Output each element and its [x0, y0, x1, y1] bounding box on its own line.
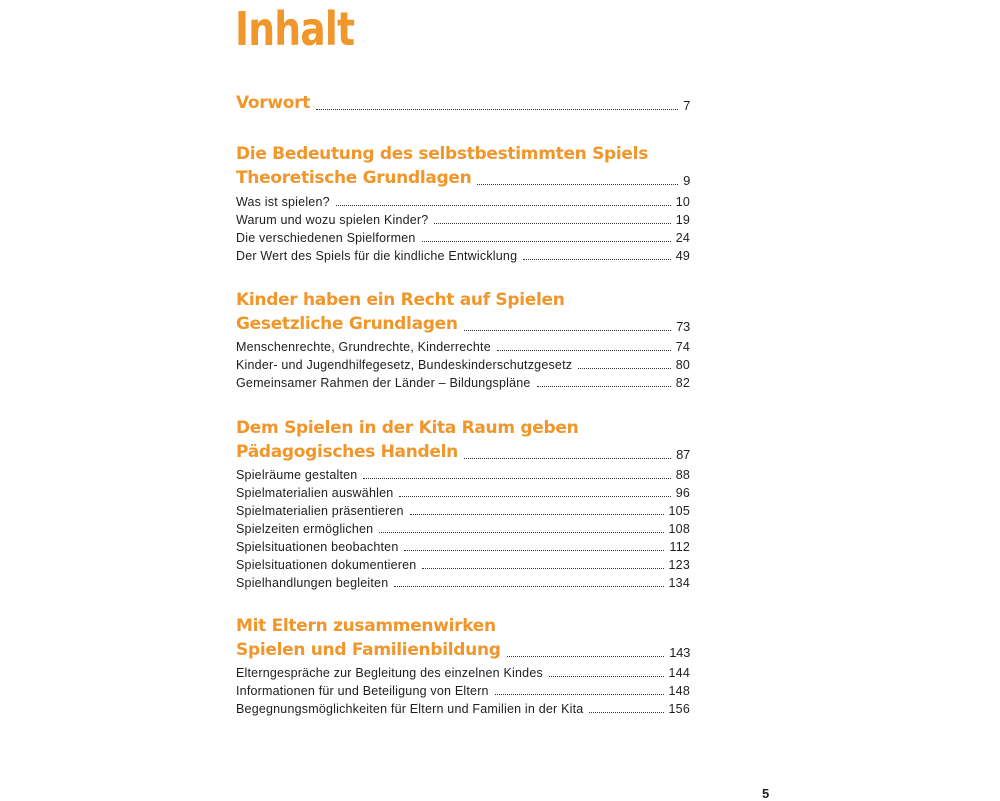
page-number: 5 [762, 786, 770, 801]
toc-entry[interactable] [236, 358, 690, 372]
toc-entry-page: 112 [669, 540, 690, 554]
toc-entry-page: 80 [675, 358, 690, 372]
dot-leader [497, 348, 671, 351]
toc-entry[interactable] [236, 340, 690, 354]
chapter-page: 87 [676, 447, 690, 462]
toc-entry-page: 148 [668, 684, 690, 698]
chapter-subtitle-entry[interactable] [236, 314, 690, 334]
toc-entry-label: Spielräume gestalten [236, 468, 358, 482]
dot-leader [464, 328, 671, 331]
toc-entry-page: 10 [675, 195, 690, 209]
chapter-subtitle: Spielen und Familienbildung [236, 640, 501, 660]
chapter-subtitle: Theoretische Grundlagen [236, 168, 472, 188]
toc-entry-page: 82 [675, 376, 690, 390]
dot-leader [363, 476, 670, 479]
toc-entry-page: 144 [668, 666, 690, 680]
toc-entry-page: 49 [675, 249, 690, 263]
toc-entry-page: 24 [675, 231, 690, 245]
toc-entry[interactable] [236, 576, 690, 590]
toc-entry-label: Die verschiedenen Spielformen [236, 231, 416, 245]
toc-entry-page: 156 [668, 702, 690, 716]
toc-entry-label: Spielmaterialien präsentieren [236, 504, 404, 518]
toc-entry-label: Vorwort [236, 93, 311, 113]
toc-entry-page: 134 [668, 576, 690, 590]
dot-leader [422, 239, 671, 242]
chapter-subtitle: Pädagogisches Handeln [236, 442, 458, 462]
toc-entry-label: Der Wert des Spiels für die kindliche Entwicklung [236, 249, 518, 263]
toc-entry[interactable] [236, 558, 690, 572]
chapter-page: 143 [669, 645, 690, 660]
toc-entry-page: 108 [668, 522, 690, 536]
toc-entry[interactable] [236, 666, 690, 680]
chapter-title: Die Bedeutung des selbstbestimmten Spiels [236, 144, 649, 164]
toc-entry[interactable] [236, 231, 690, 245]
toc-entry[interactable] [236, 468, 690, 482]
dot-leader [578, 366, 670, 369]
dot-leader [495, 692, 664, 695]
dot-leader [589, 710, 663, 713]
dot-leader [434, 221, 670, 224]
chapter-subtitle-entry[interactable] [236, 640, 690, 660]
toc-entry-label: Begegnungsmöglichkeiten für Eltern und Familien in der Kita [236, 702, 584, 716]
chapter-subtitle: Gesetzliche Grundlagen [236, 314, 458, 334]
toc-entry-label: Kinder- und Jugendhilfegesetz, Bundeskinderschutzgesetz [236, 358, 573, 372]
toc-entry[interactable] [236, 522, 690, 536]
toc-entry-label: Informationen für und Beteiligung von Eltern [236, 684, 489, 698]
toc-entry-label: Spielmaterialien auswählen [236, 486, 394, 500]
toc-entry[interactable] [236, 195, 690, 209]
chapter-subtitle-entry[interactable] [236, 442, 690, 462]
chapter-page: 9 [683, 173, 690, 188]
chapter-page: 73 [676, 319, 690, 334]
toc-entry[interactable] [236, 249, 690, 263]
toc-entry[interactable] [236, 486, 690, 500]
toc-entry-page: 123 [668, 558, 690, 572]
toc-entry[interactable] [236, 702, 690, 716]
toc-entry-vorwort[interactable] [236, 93, 690, 113]
chapter-subtitle-entry[interactable] [236, 168, 690, 188]
toc-entry-page: 7 [683, 98, 690, 113]
toc-entry-label: Elterngespräche zur Begleitung des einzelnen Kindes [236, 666, 543, 680]
dot-leader [477, 182, 678, 185]
dot-leader [404, 548, 664, 551]
toc-entry-page: 105 [668, 504, 690, 518]
toc-entry[interactable] [236, 376, 690, 390]
toc-entry[interactable] [236, 504, 690, 518]
dot-leader [410, 512, 664, 515]
toc-entry-label: Gemeinsamer Rahmen der Länder – Bildungspläne [236, 376, 531, 390]
dot-leader [316, 107, 678, 110]
dot-leader [336, 203, 671, 206]
dot-leader [523, 257, 670, 260]
dot-leader [507, 654, 665, 657]
toc-entry-label: Spielzeiten ermöglichen [236, 522, 374, 536]
dot-leader [464, 456, 671, 459]
chapter-title: Mit Eltern zusammenwirken [236, 616, 496, 636]
toc-entry[interactable] [236, 684, 690, 698]
toc-entry-label: Spielsituationen dokumentieren [236, 558, 417, 572]
dot-leader [379, 530, 663, 533]
dot-leader [422, 566, 663, 569]
toc-entry-page: 74 [675, 340, 690, 354]
toc-entry-label: Warum und wozu spielen Kinder? [236, 213, 429, 227]
toc-entry-page: 96 [675, 486, 690, 500]
chapter-title: Kinder haben ein Recht auf Spielen [236, 290, 565, 310]
toc-entry-page: 19 [675, 213, 690, 227]
dot-leader [537, 384, 671, 387]
toc-entry-label: Spielhandlungen begleiten [236, 576, 389, 590]
toc-entry[interactable] [236, 540, 690, 554]
toc-entry-page: 88 [675, 468, 690, 482]
toc-entry-label: Was ist spielen? [236, 195, 330, 209]
page-heading: Inhalt [235, 2, 355, 56]
dot-leader [549, 674, 664, 677]
dot-leader [399, 494, 670, 497]
toc-entry-label: Menschenrechte, Grundrechte, Kinderrechte [236, 340, 491, 354]
chapter-title: Dem Spielen in der Kita Raum geben [236, 418, 579, 438]
dot-leader [394, 584, 663, 587]
toc-entry-label: Spielsituationen beobachten [236, 540, 399, 554]
toc-entry[interactable] [236, 213, 690, 227]
